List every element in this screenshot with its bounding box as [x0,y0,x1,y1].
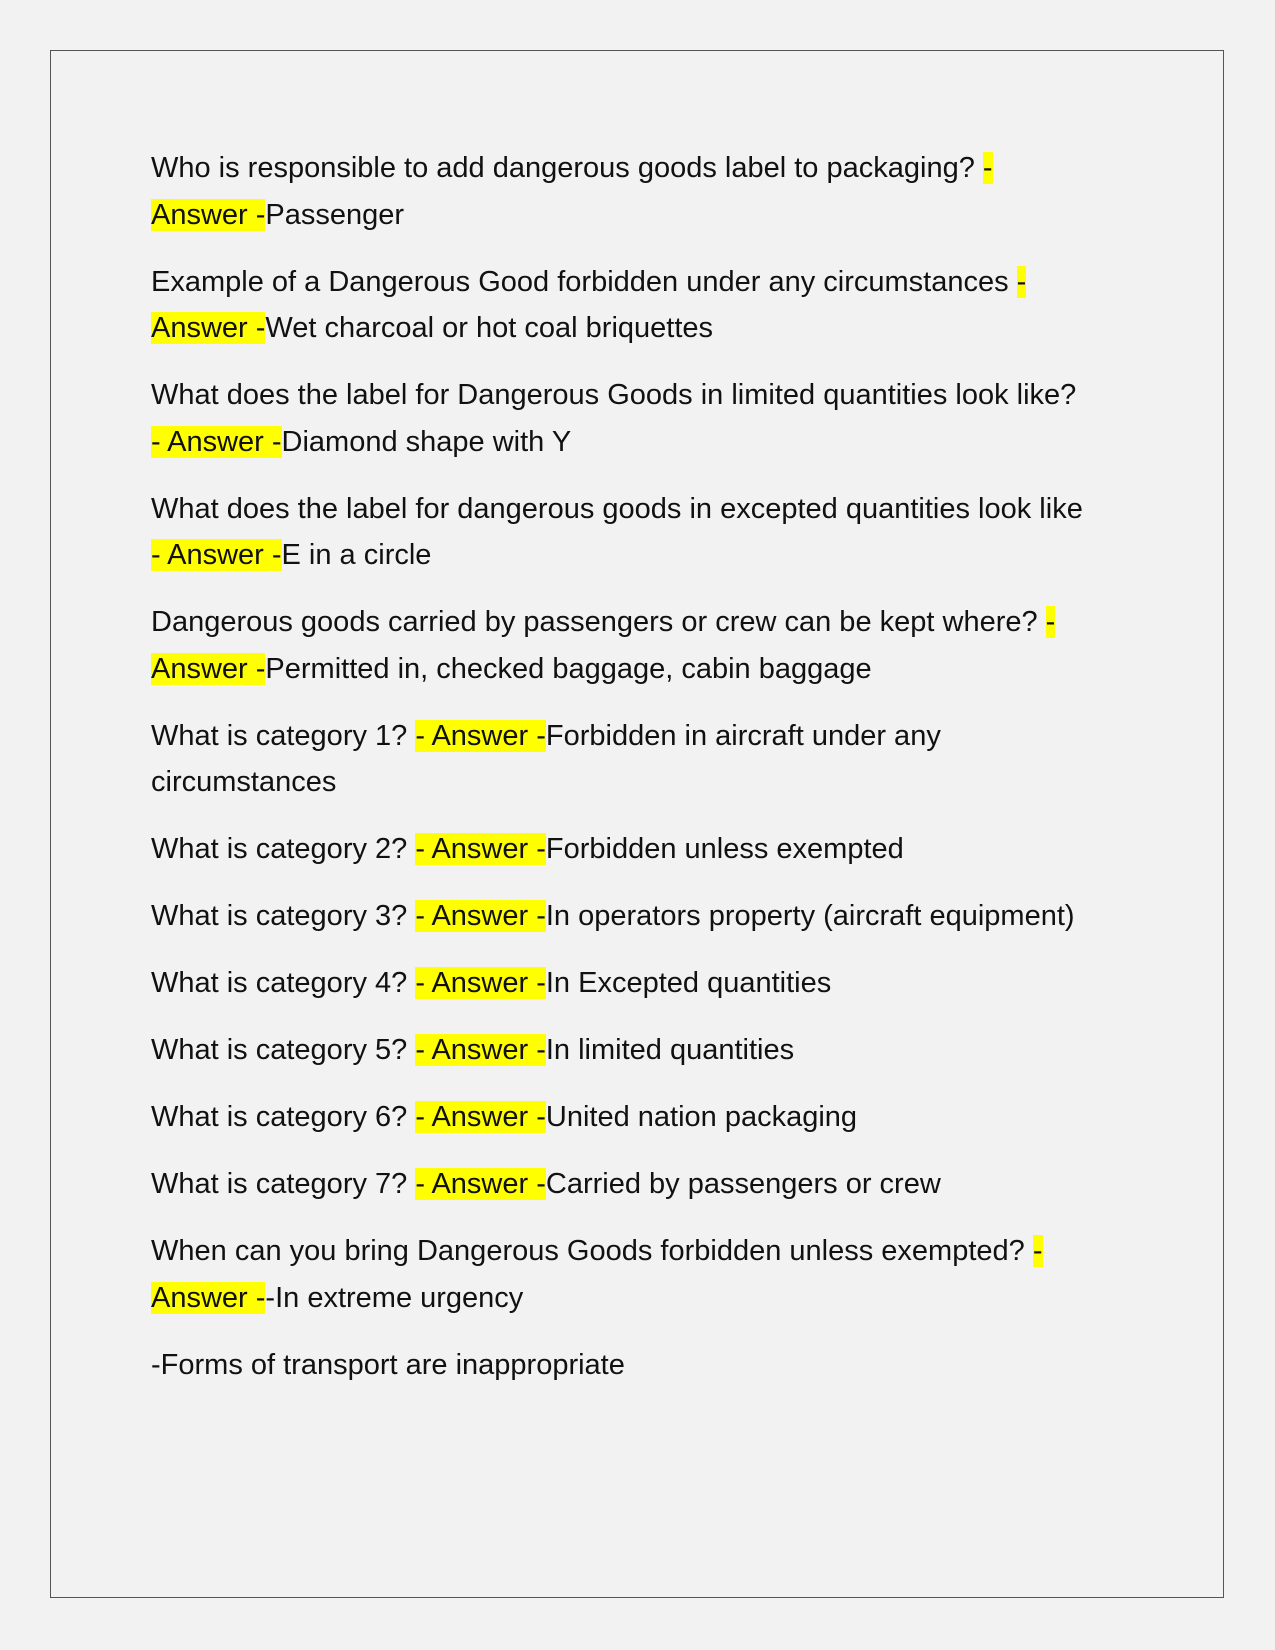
question-text: Who is responsible to add dangerous goods label to packaging? [151,152,983,184]
qa-item [151,486,1091,579]
qa-item [151,599,1091,692]
answer-marker: - Answer - [151,425,282,458]
question-text: What is category 4? [151,967,416,999]
answer-text: -In extreme urgency [265,1281,524,1314]
qa-item [151,1161,1091,1208]
answer-marker: - Answer - [415,719,546,752]
answer-marker: - Answer - [415,1168,546,1200]
question-text: What is category 5? [151,1034,416,1066]
qa-item [151,145,1091,238]
question-text: What is category 7? [151,1168,416,1200]
qa-item [151,1027,1091,1074]
qa-item [151,259,1091,352]
qa-item [151,826,1091,873]
answer-text: Permitted in, checked baggage, cabin baggage [265,652,872,685]
answer-marker: - Answer - [151,152,993,231]
question-text: What does the label for dangerous goods in excepted quantities look like [151,492,1083,525]
answer-text: In operators property (aircraft equipment) [545,900,1075,932]
question-text: When can you bring Dangerous Goods forbidden unless exempted? [151,1235,1033,1267]
question-text: Example of a Dangerous Good forbidden under any circumstances [151,265,1017,298]
answer-marker: - Answer - [151,1235,1043,1314]
answer-text: Wet charcoal or hot coal briquettes [265,312,714,344]
answer-text: Passenger [265,198,405,231]
answer-marker: - Answer - [415,1101,546,1133]
answer-marker: - Answer - [415,833,546,865]
answer-marker: - Answer - [415,900,546,932]
qa-item [151,893,1091,940]
answer-marker: - Answer - [151,539,282,571]
answer-marker: - Answer - [415,967,546,999]
question-text: What is category 6? [151,1101,416,1133]
question-text: What is category 1? [151,719,416,752]
answer-text: E in a circle [281,539,432,571]
answer-text: Diamond shape with Y [281,425,572,458]
trailing-line: -Forms of transport are inappropriate [151,1348,625,1381]
question-text: Dangerous goods carried by passengers or crew can be kept where? [151,606,1046,638]
qa-item [151,1094,1091,1141]
question-text: What does the label for Dangerous Goods in limited quantities look like? [151,379,1077,411]
answer-text: In Excepted quantities [545,967,832,999]
qa-item [151,960,1091,1007]
question-text: What is category 2? [151,833,416,865]
answer-text: Carried by passengers or crew [545,1168,941,1200]
answer-text: Forbidden unless exempted [545,833,904,865]
qa-list [151,145,1091,1388]
question-text: What is category 3? [151,900,416,932]
answer-text: United nation packaging [545,1101,858,1133]
answer-text: Forbidden in aircraft under any circumstances [151,719,941,798]
answer-marker: - Answer - [415,1034,546,1066]
answer-text: In limited quantities [545,1034,795,1066]
qa-item [151,713,1091,806]
qa-item [151,372,1091,465]
answer-marker: - Answer - [151,606,1056,685]
qa-item [151,1228,1091,1321]
answer-marker: - Answer - [151,265,1027,344]
